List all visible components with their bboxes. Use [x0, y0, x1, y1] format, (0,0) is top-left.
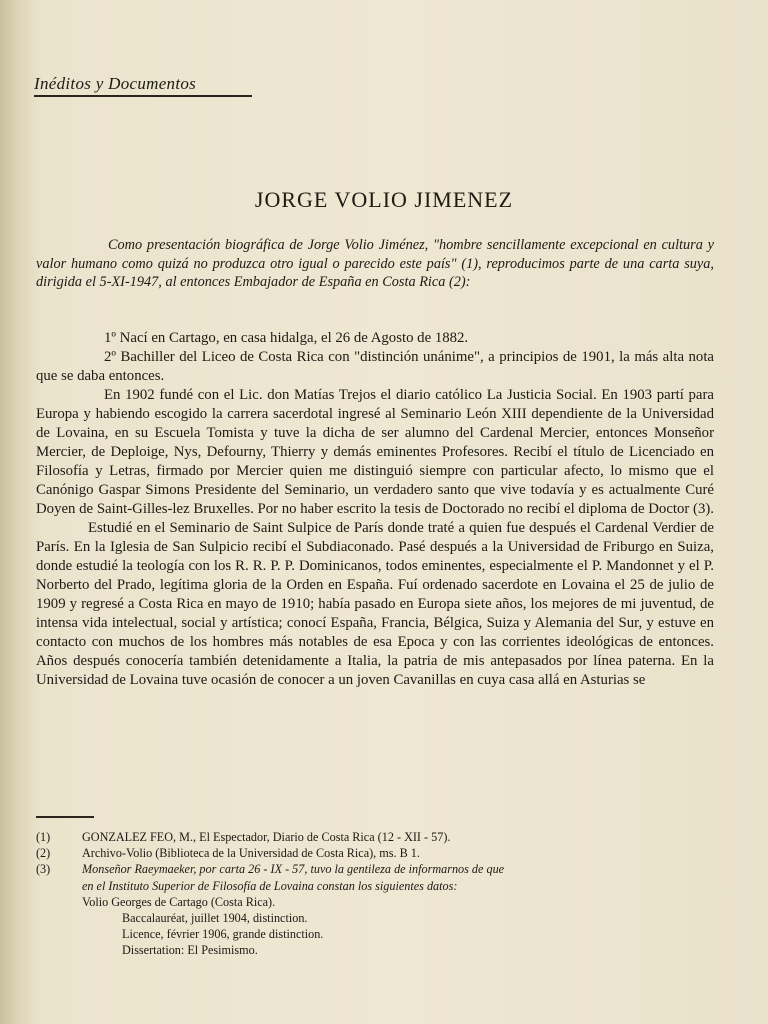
body-paragraph: 1º Nací en Cartago, en casa hidalga, el 26 de Agosto de 1882.: [104, 330, 469, 346]
footnote-rule: [36, 816, 94, 818]
footnote-item: [36, 845, 716, 861]
article-intro: Como presentación biográfica de Jorge Volio Jiménez, "hombre sencillamente excepcional en cultura y valor humano como quizá no produzca otro igual o parecido este país" (1), reproducimos parte de una carta suya, dirigida el 5-XI-1947, al entonces Embajador de España en Costa Rica (2):: [36, 237, 714, 290]
footnote-continuation: Baccalauréat, juillet 1904, distinction.: [122, 911, 308, 926]
footnote-text: Archivo-Volio (Biblioteca de la Universidad de Costa Rica), ms. B 1.: [82, 846, 420, 861]
footnote-continuation: Volio Georges de Cartago (Costa Rica).: [82, 894, 276, 909]
footnote-continuation: Dissertation: El Pesimismo.: [122, 943, 258, 958]
body-paragraph: Estudié en el Seminario de Saint Sulpice de París donde traté a quien fue después el Cardenal Verdier de París. En la Iglesia de San Sulpicio recibí el Subdiaconado. Pasé después a la Universidad de Friburgo en Suiza, donde estudié la teología con los R. R. P. P. Dominicanos, todos eminentes, especialmente el P. Mandonnet y el P. Norberto del Prado, legítima gloria de la Orden en España. Fuí ordenado sacerdote en Lovaina el 25 de julio de 1909 y regresé a Costa Rica en mayo de 1910; había pasado en Europa siete años, los mejores de mi juventud, de intensa vida intelectual, social y artística; conocí España, Francia, Bélgica, Suiza y Alemania del Sur, y estuve en contacto con muchos de los hombres más notables de esa Epoca y con las corrientes ideológicas de entonces. Años después conocería también detenidamente a Italia, la patria de mis antepasados por línea paterna. En la Universidad de Lovaina tuve ocasión de conocer a un joven Cavanillas en cuya casa allá en Asturias se: [36, 520, 714, 688]
footnote-continuation: en el Instituto Superior de Filosofía de Lovaina constan los siguientes datos:: [82, 878, 458, 893]
footnote-item: [36, 861, 716, 877]
footnote-continuation: Licence, février 1906, grande distinction.: [122, 927, 324, 942]
running-header: Inéditos y Documentos: [34, 74, 252, 97]
footnote-number: (1): [36, 830, 51, 844]
article-title: JORGE VOLIO JIMENEZ: [254, 187, 514, 212]
footnote-text: GONZALEZ FEO, M., El Espectador, Diario de Costa Rica (12 - XII - 57).: [82, 830, 451, 844]
article-body: [36, 329, 714, 690]
footnote-item: [36, 829, 716, 845]
footnote-number: (3): [36, 862, 51, 877]
footnotes: [36, 829, 716, 959]
footnote-text: Monseñor Raeymaeker, por carta 26 - IX - 57, tuvo la gentileza de informarnos de que: [82, 862, 505, 877]
body-paragraph: 2º Bachiller del Liceo de Costa Rica con "distinción unánime", a principios de 1901, la más alta nota que se daba entonces.: [36, 349, 714, 384]
footnote-number: (2): [36, 846, 51, 861]
body-paragraph: En 1902 fundé con el Lic. don Matías Trejos el diario católico La Justicia Social. En 1903 partí para Europa y habiendo escogido la carrera sacerdotal ingresé al Seminario León XIII dependiente de la Universidad de Lovaina, en su Escuela Tomista y tuve la dicha de ser alumno del Cardenal Mercier, entonces Monseñor Mercier, de Deploige, Nys, Defourny, Thierry y demás eminentes Profesores. Recibí el título de Licenciado en Filosofía y Letras, firmado por Mercier quien me distinguió siempre con particular afecto, lo mismo que el Canónigo Gaspar Simons Presidente del Seminario, un verdadero santo que vive todavía y es actualmente Curé Doyen de Saint-Gilles-lez Bruxelles. Por no haber escrito la tesis de Doctorado no recibí el diploma de Doctor (3).: [36, 387, 714, 517]
